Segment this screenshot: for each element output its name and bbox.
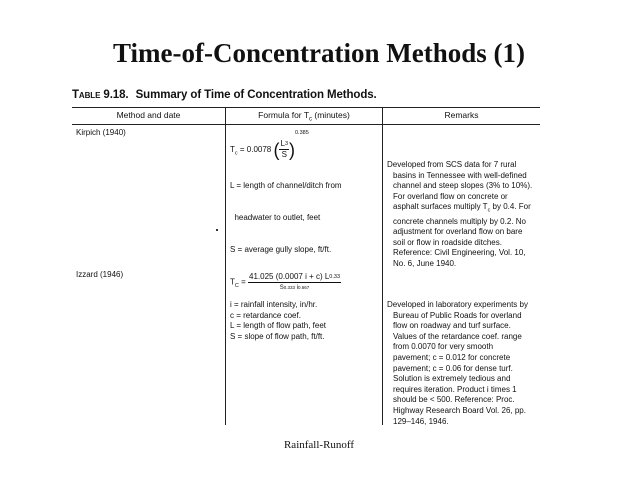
row-1-remarks bbox=[387, 160, 532, 270]
row-2-remark-10: should be < 500. Reference: Proc. bbox=[393, 395, 515, 405]
header-formula bbox=[226, 110, 382, 123]
row-1-fraction-den: S bbox=[281, 150, 287, 160]
row-1-remark-8: soil or flow in roadside ditches. bbox=[393, 237, 502, 247]
row-1-remark-5: asphalt surfaces multiply $T_c$ by 0.4. For bbox=[393, 202, 531, 214]
stray-mark bbox=[216, 229, 218, 231]
row-1-def-3: S = average gully slope, ft/ft. bbox=[230, 244, 332, 254]
row-2-def-2: c = retardance coef. bbox=[230, 310, 301, 320]
row-2-remark-2: Bureau of Public Roads for overland bbox=[393, 310, 522, 320]
row-2-remark-12: 129–146, 1946. bbox=[393, 416, 449, 426]
row-1-fraction-num: L bbox=[280, 139, 285, 149]
row-1-remark-10: No. 6, June 1940. bbox=[393, 258, 457, 268]
row-1-remark-7: adjustment for overland flow on bare bbox=[393, 227, 523, 237]
row-2-fraction-den-tail: i bbox=[295, 285, 299, 291]
row-2-fraction-den: S bbox=[279, 285, 284, 291]
row-1-remark-9: Reference: Civil Engineering, Vol. 10, bbox=[393, 248, 526, 258]
row-2-remarks bbox=[387, 300, 528, 427]
row-2-method: Izzard (1946) bbox=[76, 270, 124, 279]
row-2-remark-11: Highway Research Board Vol. 26, pp. bbox=[393, 405, 526, 415]
row-1-def-1: L = length of channel/ditch from bbox=[230, 181, 342, 191]
column-divider-1 bbox=[225, 107, 226, 425]
table-header-rule bbox=[72, 124, 540, 125]
header-remarks: Remarks bbox=[444, 110, 479, 120]
row-1-method: Kirpich (1940) bbox=[76, 128, 126, 137]
row-2-formula: $T_C$ = $\frac{41.025 (0.0007 i + c) L^{0.33}}{S^{0.333} i^{0.667}}$ bbox=[230, 272, 341, 291]
row-1-remark-4: For overland flow on concrete or bbox=[393, 191, 508, 201]
row-2-remark-9: requires iteration. Product i times 1 bbox=[393, 384, 517, 394]
row-1-remark-1: Developed from SCS data for 7 rural bbox=[387, 160, 517, 169]
row-1-remark-5-tail: by 0.4. For bbox=[490, 202, 531, 212]
row-2-definitions bbox=[230, 300, 326, 342]
row-1-remark-5-head: asphalt surfaces multiply T bbox=[393, 202, 488, 212]
row-2-fraction-num: 41.025 (0.0007 i + c) L bbox=[249, 272, 330, 281]
row-1-formula-exp: 0.385 bbox=[295, 130, 309, 136]
row-1-definitions bbox=[230, 160, 342, 266]
header-formula-sub: c bbox=[309, 116, 313, 123]
row-1-remark-6: concrete channels multiply by 0.2. No bbox=[393, 216, 526, 226]
table-top-rule bbox=[72, 107, 540, 108]
table-number: Table 9.18. bbox=[72, 89, 129, 101]
row-1-formula-coef: = 0.0078 bbox=[239, 145, 272, 154]
row-2-remark-7: pavement; c = 0.06 for dense turf. bbox=[393, 363, 513, 373]
row-2-formula-lhs: T bbox=[230, 277, 235, 287]
row-2-remark-4: Values of the retardance coef. range bbox=[393, 331, 522, 341]
row-2-remark-6: pavement; c = 0.012 for concrete bbox=[393, 352, 511, 362]
slide-footer: Rainfall-Runoff bbox=[283, 439, 355, 451]
row-2-fraction-den-exp: 0.333 bbox=[283, 285, 296, 290]
row-1-fraction bbox=[279, 139, 289, 160]
header-formula-units: (minutes) bbox=[312, 110, 350, 120]
row-1-fraction-num-exp: 3 bbox=[284, 141, 288, 148]
row-2-formula-lhs-sub: C bbox=[234, 283, 239, 290]
row-1-def-2: headwater to outlet, feet bbox=[230, 212, 321, 222]
row-1-remark-3: channel and steep slopes (3% to 10%). bbox=[393, 181, 533, 191]
row-2-remark-5: from 0.0070 for very smooth bbox=[393, 342, 494, 352]
row-2-def-3: L = length of flow path, feet bbox=[230, 321, 326, 331]
row-2-remark-8: Solution is extremely tedious and bbox=[393, 374, 511, 384]
table-caption bbox=[72, 89, 377, 101]
row-1-left-paren: ( bbox=[273, 139, 280, 160]
slide-title: Time-of-Concentration Methods (1) bbox=[113, 38, 525, 68]
row-2-remark-3: flow on roadway and turf surface. bbox=[393, 321, 511, 331]
table-caption-text: Summary of Time of Concentration Methods. bbox=[135, 89, 377, 101]
row-2-def-4: S = slope of flow path, ft/ft. bbox=[230, 331, 325, 341]
row-2-fraction-num-exp: 0.33 bbox=[329, 274, 341, 280]
row-1-right-paren: ) bbox=[289, 139, 295, 160]
row-2-fraction-den-tail-exp: 0.667 bbox=[298, 285, 310, 290]
column-divider-2 bbox=[382, 107, 383, 425]
row-2-def-1: i = rainfall intensity, in/hr. bbox=[230, 300, 318, 309]
row-1-formula-lhs-sub: c bbox=[234, 150, 238, 157]
row-1-formula-lhs: T bbox=[230, 145, 235, 154]
row-1-formula bbox=[230, 130, 309, 160]
row-2-remark-1: Developed in laboratory experiments by bbox=[387, 300, 528, 309]
header-method: Method and date bbox=[116, 110, 181, 120]
row-2-fraction bbox=[248, 272, 341, 293]
header-formula-label: Formula for T bbox=[258, 110, 310, 120]
row-1-remark-2: basins in Tennessee with well-defined bbox=[393, 170, 527, 180]
